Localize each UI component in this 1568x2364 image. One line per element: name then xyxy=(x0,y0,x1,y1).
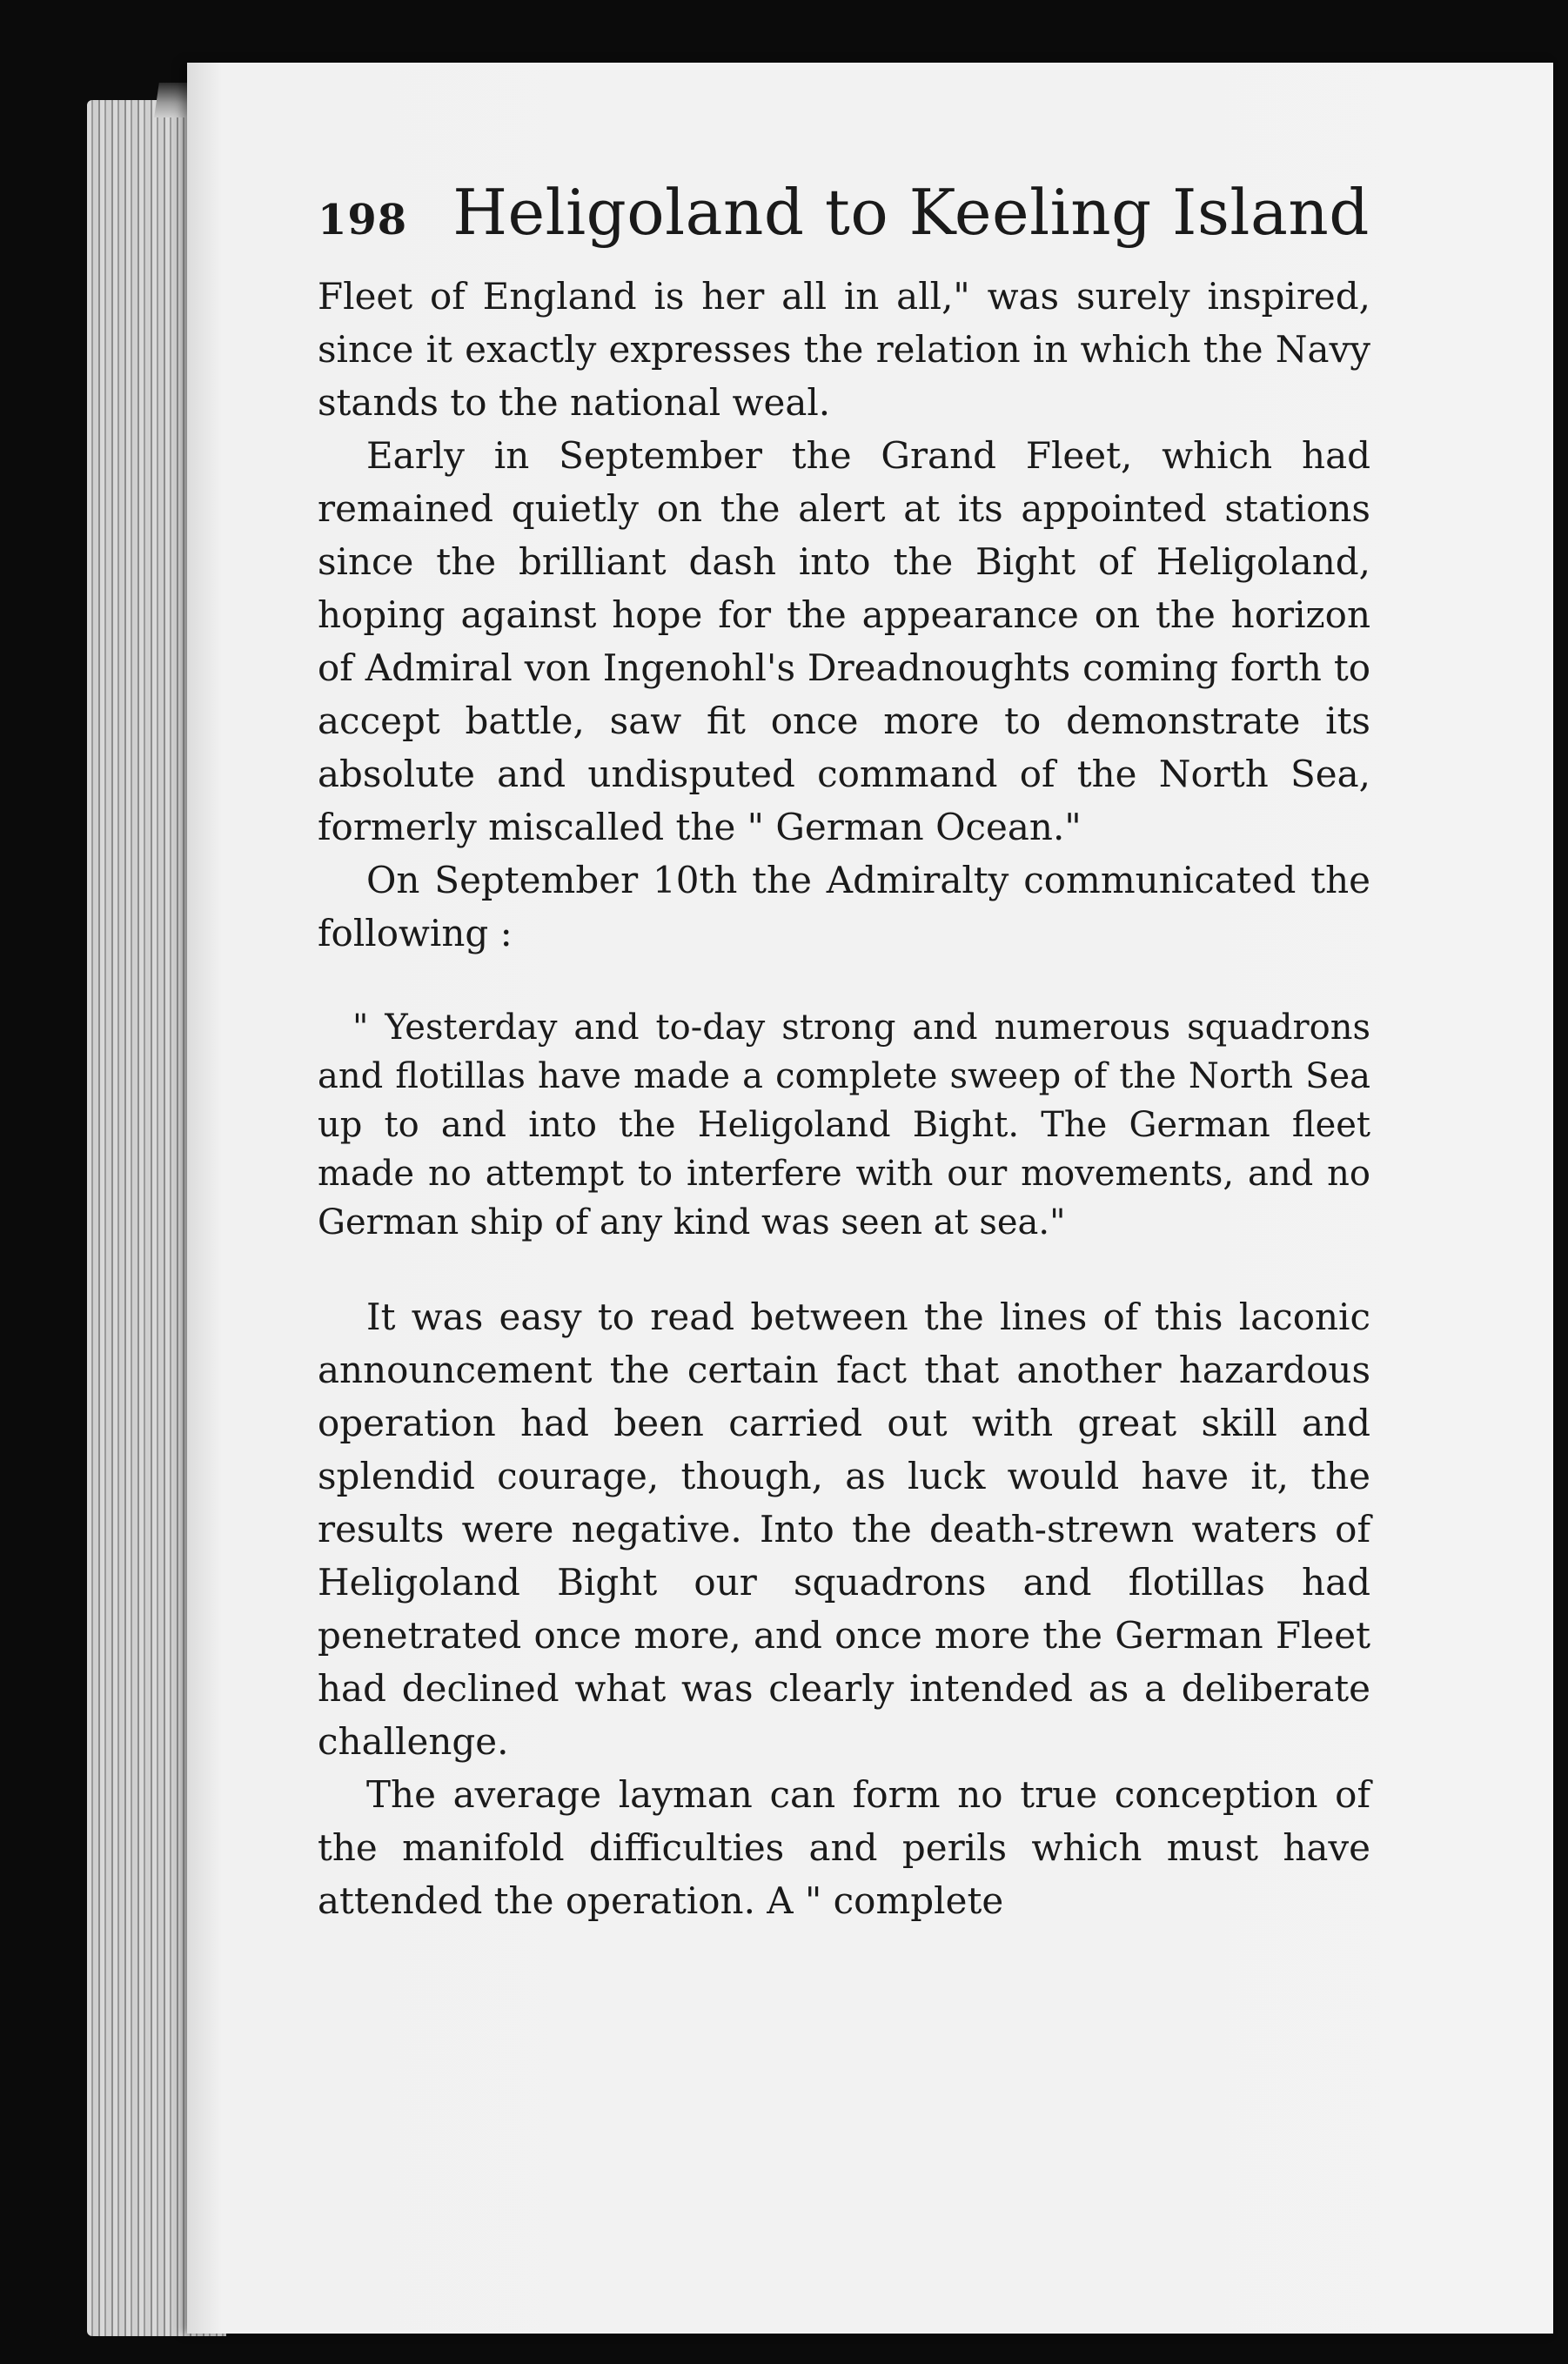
running-head xyxy=(318,176,1370,263)
paragraph-1: Fleet of England is her all in all," was surely inspired, since it exactly expresses the relation in which the Navy stands to the national weal. xyxy=(318,275,1370,424)
page-text-block xyxy=(318,176,1370,1927)
admiralty-quote: " Yesterday and to-day strong and numerous squadrons and flotillas have made a complete sweep of the North Sea up to and into the Heligoland Bight. The German fleet made no attempt to interfere with our movements, and no German ship of any kind was seen at sea." xyxy=(318,1008,1370,1242)
paragraph-2: Early in September the Grand Fleet, which had remained quietly on the alert at its appointed stations since the brilliant dash into the Bight of Heligoland, hoping against hope for the appearance on the horizon of Admiral von Ingenohl's Dreadnoughts coming forth to accept battle, saw fit once more to demonstrate its absolute and undisputed command of the North Sea, formerly miscalled the " German Ocean." xyxy=(318,434,1370,848)
paragraph-4: It was easy to read between the lines of this laconic announcement the certain fact that another hazardous operation had been carried out with great skill and splendid courage, though, as luck would have it, the results were negative. Into the death-strewn waters of Heligoland Bight our squadrons and flotillas had penetrated once more, and once more the German Fleet had declined what was clearly intended as a deliberate challenge. xyxy=(318,1296,1370,1763)
book-page xyxy=(187,63,1553,2334)
paragraph-3: On September 10th the Admiralty communicated the following : xyxy=(318,859,1370,954)
page-number: 198 xyxy=(318,196,408,244)
paragraph-5: The average layman can form no true conception of the manifold difficulties and perils which must have attended the operation. A " complete xyxy=(318,1773,1370,1922)
running-title: Heligoland to Keeling Island xyxy=(452,176,1370,249)
